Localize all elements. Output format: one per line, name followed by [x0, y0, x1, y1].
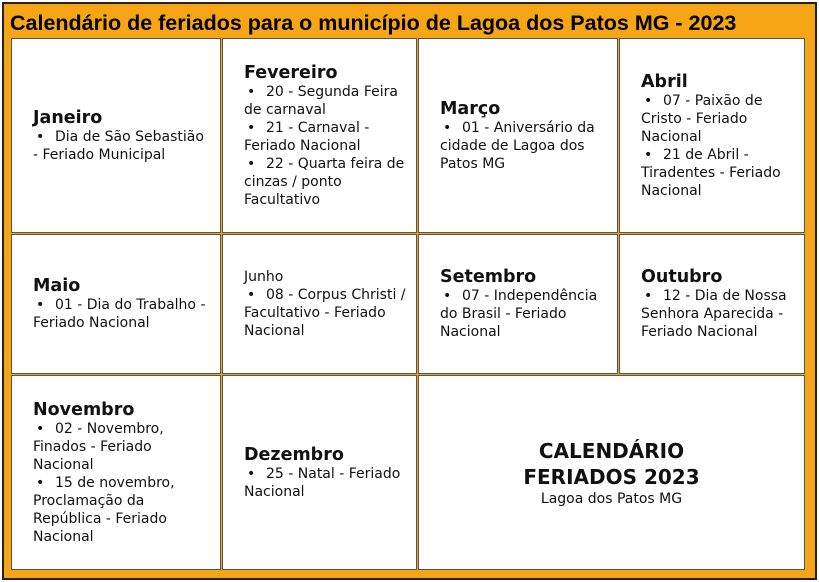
holiday-item: •25 - Natal - Feriado Nacional — [244, 465, 408, 501]
holiday-list — [440, 119, 609, 173]
month-title: Fevereiro — [244, 62, 338, 83]
month-card-outubro — [619, 234, 805, 374]
holiday-item: •08 - Corpus Christi / Facultativo - Feriado Nacional — [244, 286, 408, 340]
holiday-item: •07 - Paixão de Cristo - Feriado Nacional — [641, 92, 796, 146]
month-card-novembro — [11, 375, 221, 570]
holiday-item: •15 de novembro, Proclamação da República - Feriado Nacional — [33, 474, 212, 546]
bullet-icon — [244, 119, 266, 137]
month-title: Outubro — [641, 267, 723, 287]
bullet-icon — [244, 286, 266, 304]
holiday-item: •Dia de São Sebastião - Feriado Municipal — [33, 128, 212, 164]
bullet-icon — [440, 119, 462, 137]
holiday-item: •21 de Abril - Tiradentes - Feriado Nacional — [641, 146, 796, 200]
holiday-item: •02 - Novembro, Finados - Feriado Nacional — [33, 420, 212, 474]
month-title: Novembro — [33, 399, 135, 420]
summary-subtitle: Lagoa dos Patos MG — [540, 490, 683, 507]
holiday-list — [244, 286, 408, 340]
month-card-setembro — [418, 234, 618, 374]
month-card-abril — [619, 38, 805, 233]
month-title: Setembro — [440, 267, 537, 287]
month-card-fevereiro — [222, 38, 417, 233]
month-card-dezembro — [222, 375, 417, 570]
month-title: Abril — [641, 71, 688, 92]
holiday-item: •22 - Quarta feira de cinzas / ponto Facultativo — [244, 155, 408, 209]
month-title: Março — [440, 98, 501, 119]
bullet-icon — [244, 83, 266, 101]
holiday-item: •12 - Dia de Nossa Senhora Aparecida - Feriado Nacional — [641, 287, 796, 341]
month-card-junho — [222, 234, 417, 374]
bullet-icon — [33, 296, 55, 314]
bullet-icon — [33, 474, 55, 492]
bullet-icon — [641, 92, 663, 110]
month-title: Junho — [244, 269, 284, 285]
holiday-item: •01 - Aniversário da cidade de Lagoa dos Patos MG — [440, 119, 609, 173]
holiday-list — [641, 92, 796, 200]
holiday-item: •07 - Independência do Brasil - Feriado Nacional — [440, 287, 609, 341]
month-card-janeiro — [11, 38, 221, 233]
holiday-list — [244, 83, 408, 209]
bullet-icon — [33, 420, 55, 438]
month-title: Janeiro — [33, 107, 103, 128]
holiday-item: •01 - Dia do Trabalho - Feriado Nacional — [33, 296, 212, 332]
bullet-icon — [641, 146, 663, 164]
holiday-list — [33, 128, 212, 164]
summary-title-line2: FERIADOS 2023 — [523, 464, 700, 489]
month-title: Dezembro — [244, 444, 344, 465]
month-title: Maio — [33, 276, 81, 296]
page-title: Calendário de feriados para o município de Lagoa dos Patos MG - 2023 — [10, 11, 737, 35]
holiday-list — [244, 465, 408, 501]
holiday-list — [641, 287, 796, 341]
month-card-maio — [11, 234, 221, 374]
holiday-item: •21 - Carnaval - Feriado Nacional — [244, 119, 408, 155]
bullet-icon — [244, 465, 266, 483]
holiday-list — [33, 296, 212, 332]
holiday-list — [33, 420, 212, 546]
month-card-marco — [418, 38, 618, 233]
bullet-icon — [244, 155, 266, 173]
holiday-item: •20 - Segunda Feira de carnaval — [244, 83, 408, 119]
holiday-list — [440, 287, 609, 341]
bullet-icon — [33, 128, 55, 146]
summary-card — [418, 375, 805, 570]
bullet-icon — [440, 287, 462, 305]
bullet-icon — [641, 287, 663, 305]
summary-title-line1: CALENDÁRIO — [538, 438, 685, 463]
